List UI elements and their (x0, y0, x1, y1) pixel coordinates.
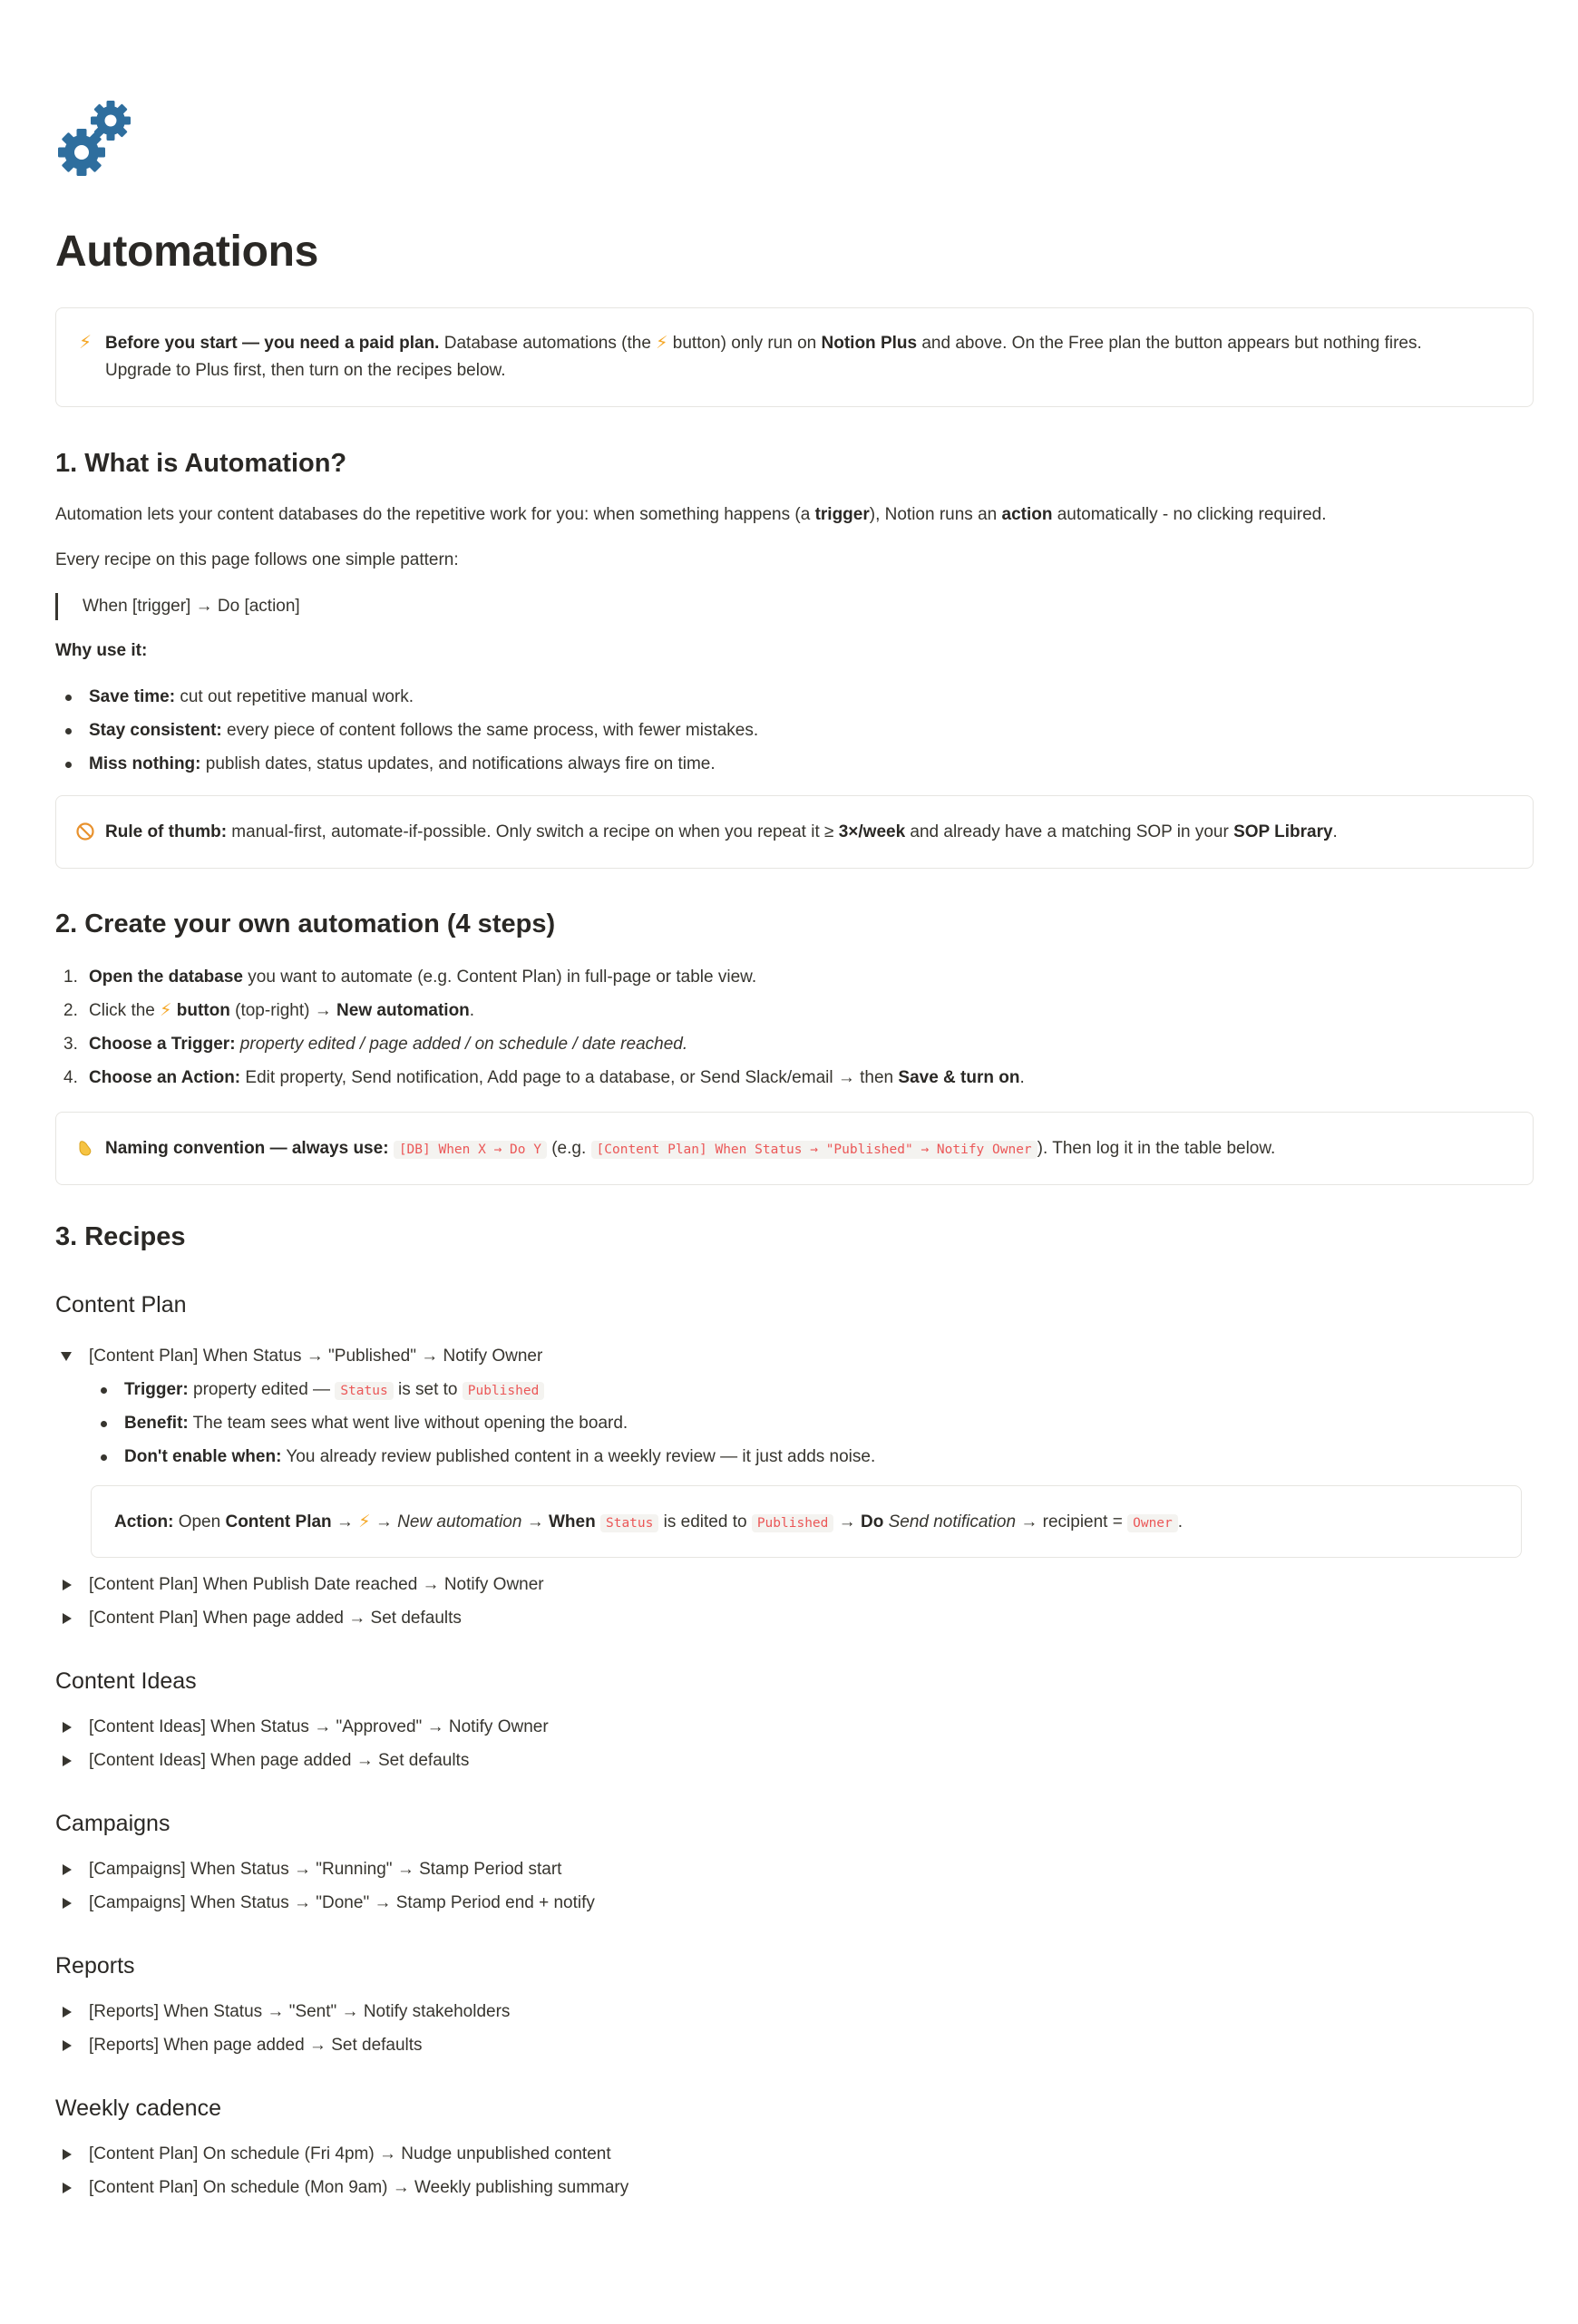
pinching-hand-icon (74, 1137, 96, 1159)
callout-paid-plan (55, 307, 1534, 407)
inline-code: Status (335, 1382, 393, 1400)
inline-code: Owner (1127, 1514, 1178, 1532)
toggle-closed-icon[interactable] (63, 1722, 72, 1733)
bullet-dot (101, 1387, 107, 1394)
callout-text: Naming convention — always use: [DB] When X → Do Y (e.g. [Content Plan] When Status → "Published" → Notify Owner ). Then log it in the table below. (105, 1139, 1276, 1158)
list-item-trigger: Trigger: property edited — Status is set to Published (124, 1377, 544, 1404)
toggle-weekly-mon[interactable]: [Content Plan] On schedule (Mon 9am) → Weekly publishing summary (89, 2178, 629, 2197)
bullet-dot (65, 728, 72, 734)
gears-icon (58, 100, 140, 181)
inline-code: Published (752, 1514, 834, 1532)
step-2: Click the ⚡ button (top-right) → New automation. (89, 1001, 475, 1020)
toggle-content-plan-page-added[interactable]: [Content Plan] When page added → Set defaults (89, 1609, 462, 1628)
toggle-closed-icon[interactable] (63, 2040, 72, 2051)
step-number: 3. (63, 1035, 78, 1054)
toggle-content-plan-publish-date[interactable]: [Content Plan] When Publish Date reached → Notify Owner (89, 1575, 544, 1594)
paragraph-pattern: Every recipe on this page follows one simple pattern: (55, 550, 459, 569)
heading-weekly-cadence: Weekly cadence (55, 2095, 221, 2121)
heading-reports: Reports (55, 1953, 135, 1979)
step-4: Choose an Action: Edit property, Send notification, Add page to a database, or Send Slack/email → then Save & turn on. (89, 1068, 1025, 1087)
bullet-dot (65, 695, 72, 701)
toggle-content-ideas-approved[interactable]: [Content Ideas] When Status → "Approved" → Notify Owner (89, 1717, 549, 1736)
lightning-bolt-icon: ⚡ (160, 1001, 177, 1020)
callout-text: Rule of thumb: manual-first, automate-if-possible. Only switch a recipe on when you repeat it ≥ 3×/week and already have a matching SOP in your SOP Library. (105, 822, 1338, 841)
toggle-campaigns-done[interactable]: [Campaigns] When Status → "Done" → Stamp Period end + notify (89, 1893, 595, 1912)
toggle-closed-icon[interactable] (63, 2183, 72, 2193)
callout-text: Before you start — you need a paid plan. Database automations (the ⚡ button) only run on Notion Plus and above. On the Free plan the button appears but nothing fires. Upgrade to Plus first, then turn on the recipes below. (105, 334, 1422, 380)
toggle-closed-icon[interactable] (63, 1755, 72, 1766)
step-number: 1. (63, 968, 78, 987)
paragraph-intro: Automation lets your content databases do the repetitive work for you: when something happens (a trigger), Notion runs an action automatically - no clicking required. (55, 505, 1327, 524)
callout-action (91, 1485, 1522, 1558)
toggle-content-ideas-page-added[interactable]: [Content Ideas] When page added → Set defaults (89, 1751, 470, 1770)
step-3: Choose a Trigger: property edited / page added / on schedule / date reached. (89, 1035, 688, 1054)
inline-code: Status (600, 1514, 658, 1532)
inline-code: Published (463, 1382, 545, 1400)
step-number: 4. (63, 1068, 78, 1087)
toggle-closed-icon[interactable] (63, 1898, 72, 1909)
toggle-open-icon[interactable] (61, 1352, 72, 1361)
no-entry-icon (74, 821, 96, 842)
lightning-bolt-icon: ⚡ (358, 1512, 371, 1532)
lightning-bolt-icon: ⚡ (656, 334, 668, 353)
list-item-miss-nothing: Miss nothing: publish dates, status updates, and notifications always fire on time. (89, 754, 716, 773)
list-item-save-time: Save time: cut out repetitive manual work. (89, 687, 414, 706)
page-title: Automations (55, 228, 319, 276)
heading-campaigns: Campaigns (55, 1811, 170, 1836)
heading-recipes: 3. Recipes (55, 1222, 186, 1251)
heading-create-automation: 2. Create your own automation (4 steps) (55, 909, 556, 938)
toggle-closed-icon[interactable] (63, 2149, 72, 2160)
toggle-closed-icon[interactable] (63, 1864, 72, 1875)
toggle-content-plan-published[interactable]: [Content Plan] When Status → "Published" → Notify Owner (89, 1347, 543, 1366)
heading-content-plan: Content Plan (55, 1292, 187, 1318)
callout-naming-convention (55, 1112, 1534, 1185)
callout-rule-of-thumb (55, 795, 1534, 869)
callout-text: Action: Open Content Plan → ⚡ → New automation → When Status is edited to Published → Do Send notification → recipient = Owner . (114, 1512, 1184, 1532)
toggle-closed-icon[interactable] (63, 2007, 72, 2018)
inline-code: [Content Plan] When Status → "Published" → Notify Owner (591, 1141, 1037, 1159)
toggle-campaigns-running[interactable]: [Campaigns] When Status → "Running" → Stamp Period start (89, 1860, 562, 1879)
bullet-dot (101, 1454, 107, 1461)
list-item-stay-consistent: Stay consistent: every piece of content follows the same process, with fewer mistakes. (89, 721, 759, 740)
quote-pattern: When [trigger] → Do [action] (55, 593, 300, 620)
list-item-benefit: Benefit: The team sees what went live without opening the board. (124, 1414, 628, 1433)
toggle-reports-page-added[interactable]: [Reports] When page added → Set defaults (89, 2036, 423, 2055)
heading-content-ideas: Content Ideas (55, 1668, 197, 1694)
toggle-closed-icon[interactable] (63, 1613, 72, 1624)
toggle-closed-icon[interactable] (63, 1580, 72, 1590)
bullet-dot (101, 1421, 107, 1427)
inline-code: [DB] When X → Do Y (394, 1141, 547, 1159)
step-number: 2. (63, 1001, 78, 1020)
lightning-bolt-icon: ⚡ (78, 332, 93, 353)
list-item-dont-enable: Don't enable when: You already review published content in a weekly review — it just adds noise. (124, 1447, 876, 1466)
bullet-dot (65, 762, 72, 768)
step-1: Open the database you want to automate (e.g. Content Plan) in full-page or table view. (89, 968, 757, 987)
toggle-weekly-fri[interactable]: [Content Plan] On schedule (Fri 4pm) → Nudge unpublished content (89, 2144, 611, 2164)
heading-what-is-automation: 1. What is Automation? (55, 449, 347, 478)
why-use-it-label: Why use it: (55, 641, 148, 660)
toggle-reports-sent[interactable]: [Reports] When Status → "Sent" → Notify stakeholders (89, 2002, 511, 2021)
